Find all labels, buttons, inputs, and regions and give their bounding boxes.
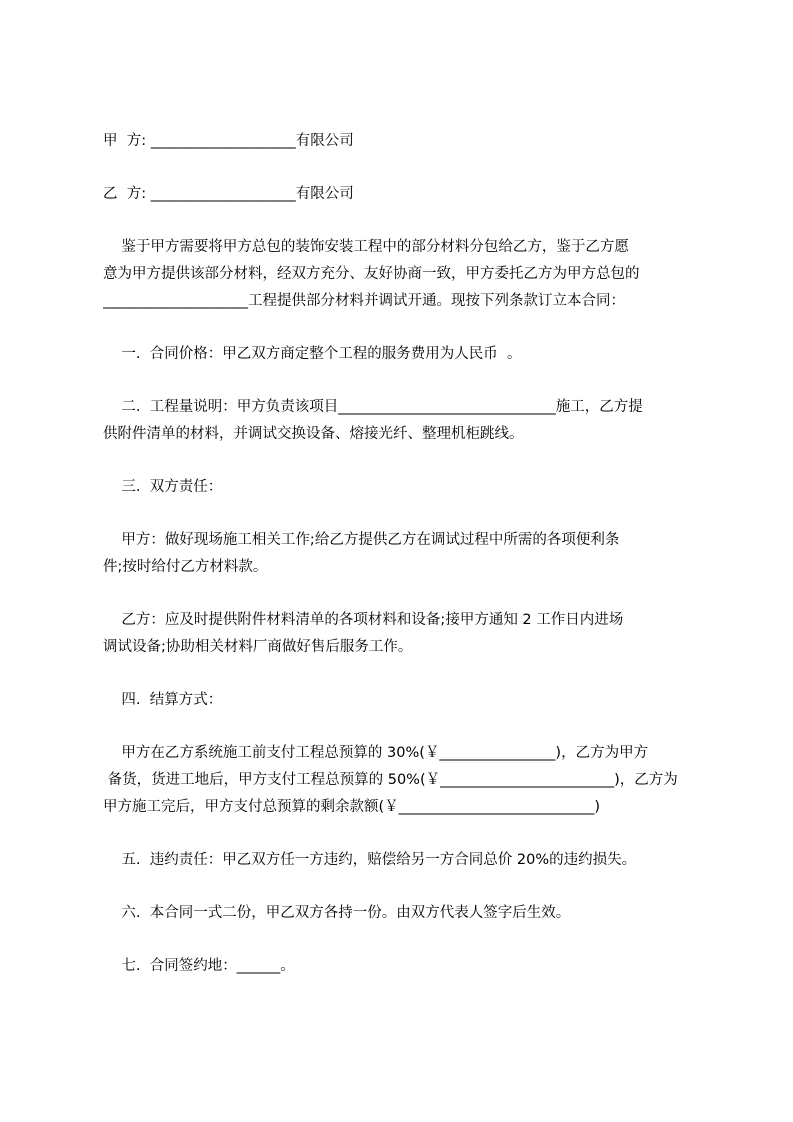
settlement-line-1: 甲方在乙方系统施工前支付工程总预算的 30%(￥________________)，乙方为甲方 — [103, 745, 649, 761]
intro-line-3: ____________________工程提供部分材料并调试开通。现按下列条款订立本合同： — [103, 293, 625, 309]
intro-line-2: 意为甲方提供该部分材料，经双方充分、友好协商一致，甲方委托乙方为甲方总包的 — [103, 266, 640, 282]
party-b-line: 乙 方: ____________________有限公司 — [103, 186, 354, 202]
settlement-line-3: 甲方施工完后，甲方支付总预算的剩余款额(￥___________________________) — [103, 799, 601, 815]
party-a-duty-line-2: 件;按时给付乙方材料款。 — [103, 559, 268, 575]
clause-1-price: 一. 合同价格：甲乙双方商定整个工程的服务费用为人民币 。 — [103, 346, 522, 362]
clause-4-title: 四. 结算方式： — [103, 692, 223, 708]
settlement-line-2: 备货，货进工地后，甲方支付工程总预算的 50%(￥________________________)，乙方为 — [103, 772, 678, 788]
clause-5-breach: 五. 违约责任：甲乙双方任一方违约，赔偿给另一方合同总价 20%的违约损失。 — [103, 852, 637, 868]
clause-2-line-1: 二. 工程量说明：甲方负责该项目______________________________施工，乙方提 — [103, 399, 643, 415]
party-a-line: 甲 方: ____________________有限公司 — [103, 133, 354, 149]
clause-3-title: 三. 双方责任： — [103, 479, 223, 495]
clause-6-copies: 六. 本合同一式二份，甲乙双方各持一份。由双方代表人签字后生效。 — [103, 905, 571, 921]
clause-2-line-2: 供附件清单的材料，并调试交换设备、熔接光纤、整理机柜跳线。 — [103, 426, 524, 442]
clause-7-signing-place: 七. 合同签约地：______。 — [103, 958, 295, 974]
party-b-duty-line-2: 调试设备;协助相关材料厂商做好售后服务工作。 — [103, 639, 413, 655]
party-a-duty-line-1: 甲方：做好现场施工相关工作;给乙方提供乙方在调试过程中所需的各项便利条 — [103, 532, 620, 548]
intro-line-1: 鉴于甲方需要将甲方总包的装饰安装工程中的部分材料分包给乙方，鉴于乙方愿 — [103, 239, 629, 255]
party-b-duty-line-1: 乙方：应及时提供附件材料清单的各项材料和设备;接甲方通知 2 工作日内进场 — [103, 612, 624, 628]
